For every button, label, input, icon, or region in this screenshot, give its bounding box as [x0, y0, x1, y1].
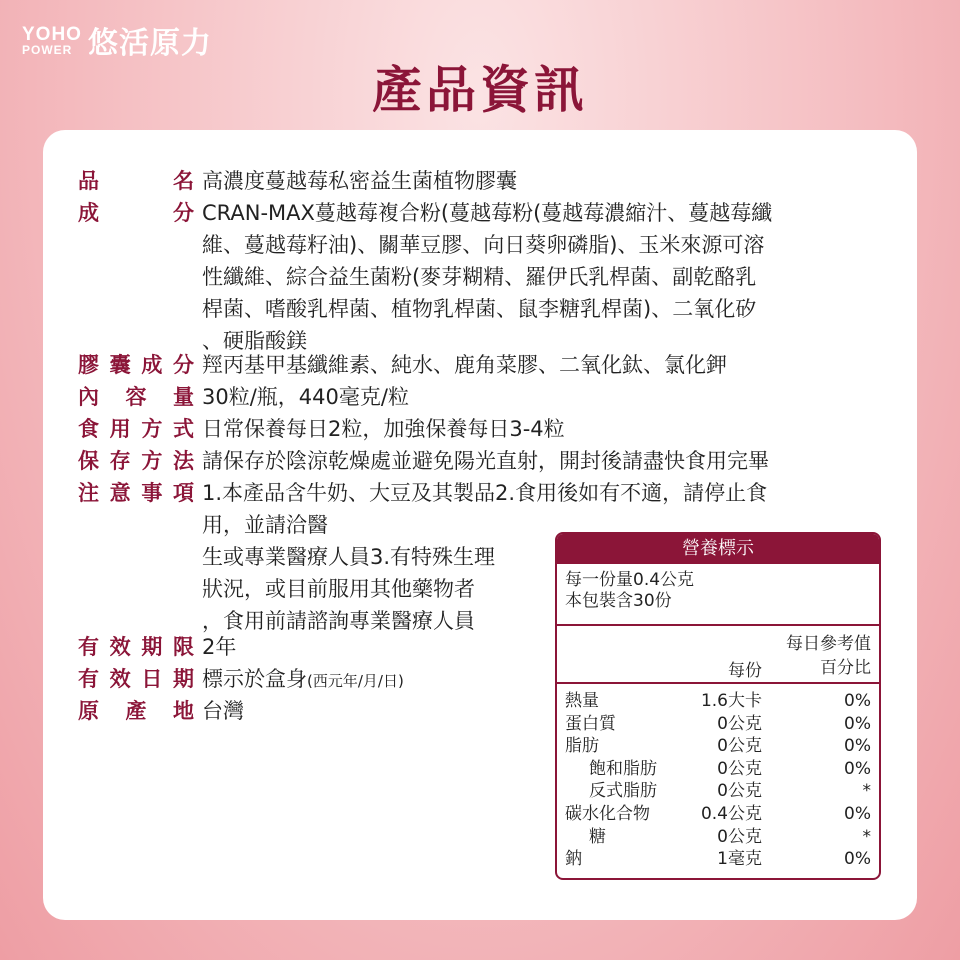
col-per-serving: 每份 [728, 661, 762, 681]
label-expiry: 有 效 日 期 [78, 667, 194, 691]
label-name: 品 名 [78, 169, 194, 193]
label-content: 內 容 量 [78, 385, 194, 409]
value-content: 30粒/瓶，440毫克/粒 [202, 385, 409, 409]
value-name: 高濃度蔓越莓私密益生菌植物膠囊 [202, 169, 517, 193]
serving-size: 每一份量0.4公克 [565, 570, 695, 590]
row-shelf-life [78, 631, 522, 663]
label-notes: 注 意 事 項 [78, 481, 194, 505]
nutrition-rows [557, 684, 879, 871]
logo-text-en-top: YOHO [22, 23, 82, 45]
nutrition-column-header [557, 626, 879, 684]
row-expiry [78, 663, 522, 697]
row-usage [78, 413, 882, 445]
row-name [78, 165, 882, 197]
page-title: 產品資訊 [372, 61, 588, 119]
row-origin [78, 695, 522, 727]
logo-text-zh: 悠活原力 [87, 26, 212, 61]
nutrition-row-carbohydrate: 碳水化合物 0.4公克 0% [565, 803, 871, 824]
label-origin: 原 產 地 [78, 699, 194, 723]
row-capsule [78, 349, 882, 381]
row-content [78, 381, 882, 413]
value-usage: 日常保養每日2粒，加強保養每日3-4粒 [202, 417, 565, 441]
value-shelf-life: 2年 [202, 635, 237, 659]
nutrition-row-calories: 熱量 1.6大卡 0% [565, 691, 871, 711]
expiry-format-note: (西元年/月/日) [307, 672, 404, 690]
label-shelf-life: 有 效 期 限 [78, 635, 194, 659]
value-capsule: 羥丙基甲基纖維素、純水、鹿角菜膠、二氧化鈦、氯化鉀 [202, 353, 727, 377]
nutrition-row-fat: 脂肪 0公克 0% [565, 736, 871, 757]
nutrition-table [555, 532, 881, 880]
nutrition-row-protein: 蛋白質 0公克 0% [565, 713, 871, 734]
row-ingredients [78, 197, 882, 357]
logo-text-en-bottom: POWER [22, 42, 73, 57]
value-expiry: 標示於盒身(西元年/月/日) [202, 667, 404, 691]
value-storage: 請保存於陰涼乾燥處並避免陽光直射，開封後請盡快食用完畢 [202, 449, 769, 473]
nutrition-title: 營養標示 [557, 534, 879, 564]
label-usage: 食 用 方 式 [78, 417, 194, 441]
label-storage: 保 存 方 法 [78, 449, 194, 473]
label-capsule: 膠 囊 成 分 [78, 353, 194, 377]
value-origin: 台灣 [202, 699, 244, 723]
label-ingredients: 成 分 [78, 201, 194, 225]
servings-per-pack: 本包裝含30份 [565, 591, 672, 611]
nutrition-row-trans-fat: 反式脂肪 0公克 * [589, 781, 871, 802]
value-notes: 1.本產品含牛奶、大豆及其製品2.食用後如有不適，請停止食 用，並請洽醫 生或專業醫療人員3.有特殊生理 狀況，或目前服用其他藥物者 ，食用前請諮詢專業醫療人員 [202, 481, 768, 633]
col-daily-value: 每日參考值 百分比 [786, 634, 871, 678]
nutrition-row-saturated-fat: 飽和脂肪 0公克 0% [589, 758, 871, 779]
row-storage [78, 445, 882, 477]
nutrition-row-sodium: 鈉 1毫克 0% [565, 849, 871, 870]
nutrition-row-sugar: 糖 0公克 * [589, 826, 871, 847]
value-ingredients: CRAN-MAX蔓越莓複合粉(蔓越莓粉(蔓越莓濃縮汁、蔓越莓纖 維、蔓越莓籽油)、關華豆膠、向日葵卵磷脂)、玉米來源可溶 性纖維、綜合益生菌粉(麥芽糊精、羅伊氏乳桿菌、副乾酪乳 桿菌、嗜酸乳桿菌、植物乳桿菌、鼠李糖乳桿菌)、二氧化矽 、硬脂酸鎂 [202, 201, 773, 353]
nutrition-serving-info [557, 564, 879, 626]
